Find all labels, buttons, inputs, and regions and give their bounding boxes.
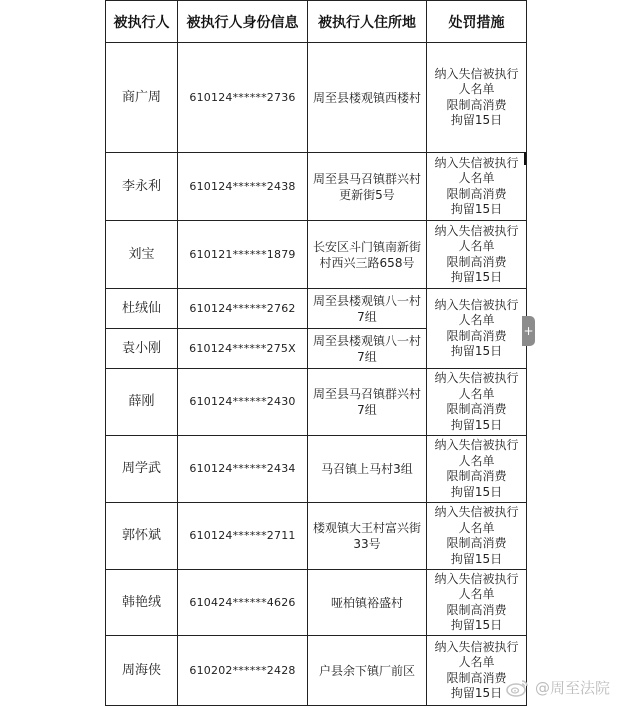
text-cursor (524, 152, 526, 165)
person-id: 610124******2711 (178, 503, 308, 570)
penalty-measures (427, 570, 527, 636)
person-id: 610202******2428 (178, 636, 308, 706)
weibo-watermark (505, 677, 610, 698)
penalty-consumption: 限制高消费 (446, 602, 507, 617)
watermark-text: @周至法院 (535, 679, 611, 697)
person-address: 长安区斗门镇南新街村西兴三路658号 (308, 221, 427, 289)
penalty-consumption: 限制高消费 (446, 536, 507, 550)
table-row (106, 289, 527, 329)
person-name: 周海侠 (106, 636, 178, 706)
penalty-detention: 拘留15日 (450, 417, 503, 432)
header-address: 被执行人住所地 (308, 1, 427, 43)
penalty-consumption: 限制高消费 (446, 402, 507, 416)
table-row (106, 436, 527, 503)
table-row (106, 153, 527, 221)
person-name: 周学武 (106, 436, 178, 503)
person-id: 610124******2430 (178, 369, 308, 436)
penalty-detention: 拘留15日 (450, 484, 503, 499)
person-name: 薛刚 (106, 369, 178, 436)
person-id: 610124******2736 (178, 43, 308, 153)
weibo-icon (505, 678, 531, 698)
person-address: 楼观镇大王村富兴街33号 (308, 503, 427, 570)
penalty-measures (427, 153, 527, 221)
penalty-detention: 拘留15日 (450, 686, 503, 700)
penalty-measures (427, 43, 527, 153)
penalty-blacklist: 纳入失信被执行人名单 (434, 505, 519, 535)
person-address: 马召镇上马村3组 (308, 436, 427, 503)
person-id: 610124******2762 (178, 289, 308, 329)
person-id: 610124******2434 (178, 436, 308, 503)
penalty-blacklist: 纳入失信被执行人名单 (434, 438, 519, 468)
penalty-detention: 拘留15日 (450, 202, 503, 216)
person-address: 周至县楼观镇西楼村 (308, 43, 427, 153)
penalty-measures (427, 221, 527, 289)
header-penalty: 处罚措施 (427, 1, 527, 43)
penalty-blacklist: 纳入失信被执行人名单 (434, 155, 519, 185)
person-address: 周至县马召镇群兴村7组 (308, 369, 427, 436)
penalty-consumption: 限制高消费 (446, 670, 507, 685)
header-name: 被执行人 (106, 1, 178, 43)
plus-icon: + (523, 324, 534, 338)
penalty-blacklist: 纳入失信被执行人名单 (434, 66, 519, 96)
person-address: 周至县马召镇群兴村更新街5号 (308, 153, 427, 221)
table-row (106, 636, 527, 706)
penalty-consumption: 限制高消费 (446, 97, 507, 112)
person-name: 商广周 (106, 43, 178, 153)
penalty-measures (427, 503, 527, 570)
side-expand-tab[interactable] (522, 316, 535, 346)
person-address: 周至县楼观镇八一村7组 (308, 329, 427, 369)
penalty-detention: 拘留15日 (450, 344, 503, 358)
person-id: 610424******4626 (178, 570, 308, 636)
person-name: 杜绒仙 (106, 289, 178, 329)
header-id-info: 被执行人身份信息 (178, 1, 308, 43)
person-address: 户县余下镇厂前区 (308, 636, 427, 706)
penalty-detention: 拘留15日 (450, 270, 503, 284)
penalty-consumption: 限制高消费 (446, 469, 507, 483)
person-id: 610121******1879 (178, 221, 308, 289)
person-name: 韩艳绒 (106, 570, 178, 636)
table-row (106, 369, 527, 436)
person-name: 李永利 (106, 153, 178, 221)
table-row (106, 43, 527, 153)
person-name: 刘宝 (106, 221, 178, 289)
penalty-blacklist: 纳入失信被执行人名单 (434, 571, 519, 601)
person-address: 哑柏镇裕盛村 (308, 570, 427, 636)
table-header-row (106, 1, 527, 43)
penalty-measures (427, 289, 527, 369)
penalty-detention: 拘留15日 (450, 551, 503, 566)
penalty-consumption: 限制高消费 (446, 186, 507, 201)
penalty-consumption: 限制高消费 (446, 328, 507, 343)
penalty-blacklist: 纳入失信被执行人名单 (434, 297, 519, 327)
person-id: 610124******275X (178, 329, 308, 369)
person-address: 周至县楼观镇八一村7组 (308, 289, 427, 329)
penalty-detention: 拘留15日 (450, 618, 503, 632)
penalty-blacklist: 纳入失信被执行人名单 (434, 223, 519, 253)
penalty-measures (427, 369, 527, 436)
person-name: 郭怀斌 (106, 503, 178, 570)
penalty-measures (427, 436, 527, 503)
penalty-consumption: 限制高消费 (446, 254, 507, 269)
table-row (106, 570, 527, 636)
person-name: 袁小刚 (106, 329, 178, 369)
enforcement-table (105, 0, 527, 706)
person-id: 610124******2438 (178, 153, 308, 221)
table-row (106, 503, 527, 570)
penalty-detention: 拘留15日 (450, 113, 503, 127)
table-row (106, 221, 527, 289)
penalty-blacklist: 纳入失信被执行人名单 (434, 371, 519, 401)
penalty-blacklist: 纳入失信被执行人名单 (434, 639, 519, 669)
